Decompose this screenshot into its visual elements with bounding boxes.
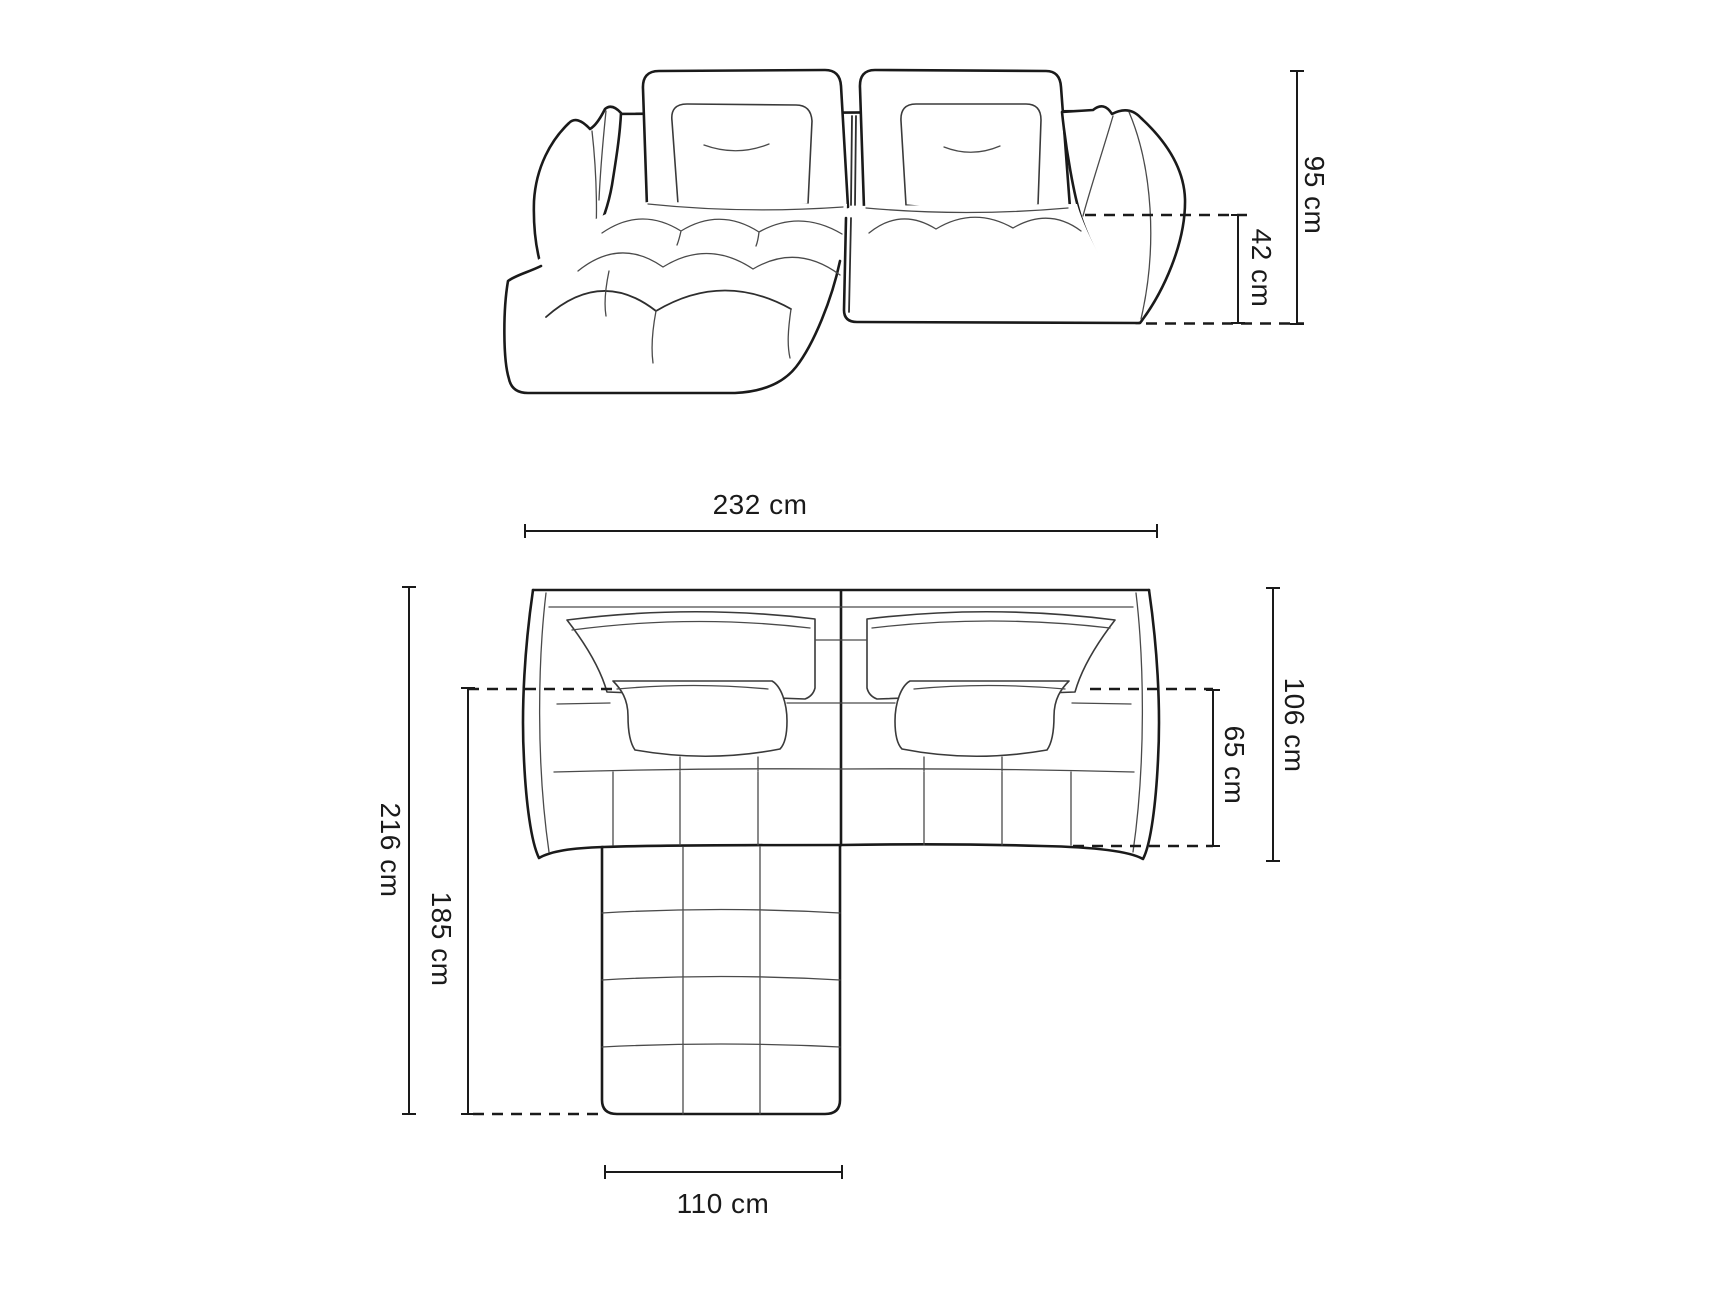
label-total-depth: 216 cm bbox=[375, 802, 406, 898]
top-sofa-drawing bbox=[523, 590, 1159, 1114]
pillow-left bbox=[672, 104, 812, 208]
front-sofa-drawing bbox=[504, 70, 1185, 393]
plan-chaise-grid bbox=[602, 847, 840, 1114]
label-body-depth: 106 cm bbox=[1279, 677, 1310, 773]
pillow-right bbox=[901, 104, 1041, 209]
center-crease bbox=[851, 116, 856, 205]
plan-pillow-right bbox=[895, 681, 1069, 756]
dim-line-seat-height bbox=[1231, 215, 1245, 323]
label-seat-height: 42 cm bbox=[1246, 228, 1277, 308]
top-dimension-annotations bbox=[375, 489, 1310, 1219]
plan-chaise-outline bbox=[602, 846, 840, 1114]
front-view bbox=[504, 70, 1330, 393]
label-chaise-depth: 185 cm bbox=[426, 891, 457, 987]
top-view bbox=[375, 489, 1310, 1219]
body-bottom-edge bbox=[603, 845, 841, 847]
dim-line-chaise-width bbox=[605, 1165, 842, 1179]
label-seat-depth: 65 cm bbox=[1219, 725, 1250, 805]
label-total-height: 95 cm bbox=[1299, 155, 1330, 235]
dim-line-body-depth bbox=[1266, 588, 1280, 861]
label-chaise-width: 110 cm bbox=[676, 1188, 770, 1219]
dim-line-seat-depth bbox=[1206, 690, 1220, 846]
label-total-width: 232 cm bbox=[712, 489, 808, 520]
dim-line-total-width bbox=[525, 524, 1157, 538]
plan-pillow-left bbox=[613, 681, 787, 756]
dim-line-chaise-depth bbox=[461, 688, 475, 1114]
